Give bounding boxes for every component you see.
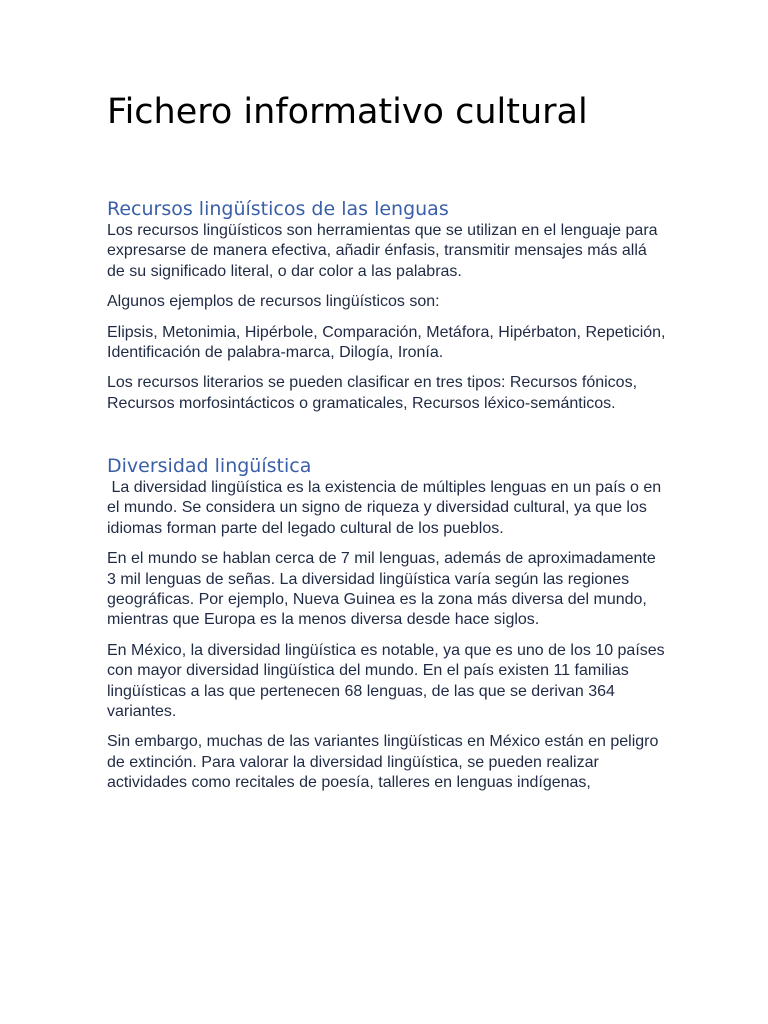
section-heading: Recursos lingüísticos de las lenguas	[107, 198, 449, 220]
section-recursos-linguisticos	[107, 197, 667, 424]
paragraph: La diversidad lingüística es la existencia de múltiples lenguas en un país o en el mundo. Se considera un signo de riqueza y diversidad cultural, ya que los idiomas forman parte del legado cultural de los pueblos.	[107, 479, 666, 537]
paragraph: Los recursos lingüísticos son herramientas que se utilizan en el lenguaje para expresarse de manera efectiva, añadir énfasis, transmitir mensajes más allá de su significado literal, o dar color a las palabras.	[107, 222, 658, 280]
section-heading: Diversidad lingüística	[107, 455, 312, 477]
paragraph: Sin embargo, muchas de las variantes lingüísticas en México están en peligro de extinción. Para valorar la diversidad lingüística, se pueden realizar actividades como recitales de poesía, talleres en lenguas indígenas,	[107, 733, 659, 792]
paragraph: Elipsis, Metonimia, Hipérbole, Comparación, Metáfora, Hipérbaton, Repetición, Identificación de palabra-marca, Dilogía, Ironía.	[107, 323, 666, 362]
paragraph: Algunos ejemplos de recursos lingüísticos son:	[107, 293, 440, 311]
paragraph: En México, la diversidad lingüística es notable, ya que es uno de los 10 países con mayor diversidad lingüística del mundo. En el país existen 11 familias lingüísticas a las que pertenecen 68 lenguas, de las que se derivan 364 variantes.	[107, 641, 665, 721]
paragraph: Los recursos literarios se pueden clasificar en tres tipos: Recursos fónicos, Recursos morfosintácticos o gramaticales, Recursos léxico-semánticos.	[107, 374, 638, 412]
document-title: Fichero informativo cultural	[107, 92, 588, 132]
paragraph: En el mundo se hablan cerca de 7 mil lenguas, además de aproximadamente 3 mil lenguas de señas. La diversidad lingüística varía según las regiones geográficas. Por ejemplo, Nueva Guinea es la zona más diversa del mundo, mientras que Europa es la menos diversa desde hace siglos.	[107, 550, 656, 629]
section-diversidad-linguistica	[107, 454, 667, 804]
